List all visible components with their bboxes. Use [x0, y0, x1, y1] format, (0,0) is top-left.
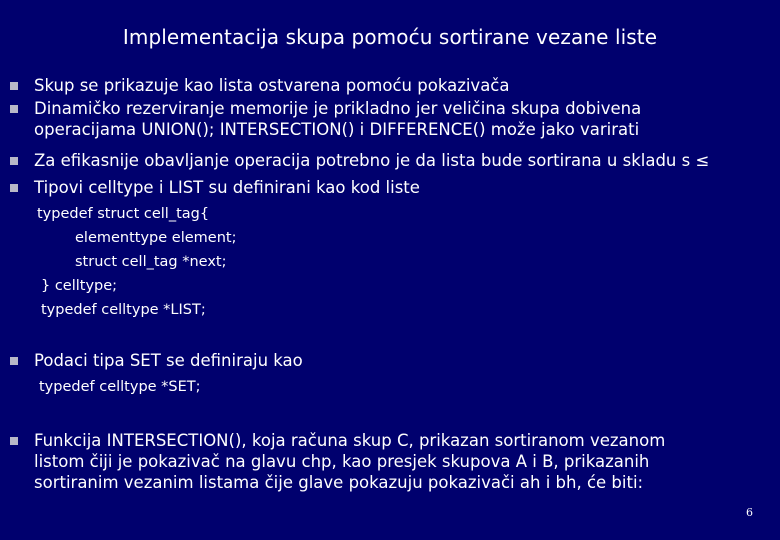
bullet-skup-prikaz — [10, 75, 510, 96]
bullet-text: Skup se prikazuje kao lista ostvarena pomoću pokazivača — [34, 76, 510, 95]
code-line: } celltype; — [41, 278, 118, 294]
bullet-square-icon — [10, 105, 18, 113]
bullet-set-definicija — [10, 350, 303, 371]
bullet-dinamicko-rezerviranje — [10, 98, 641, 140]
bullet-text-line-2: operacijama UNION(); INTERSECTION() i DIFFERENCE() može jako varirati — [34, 120, 640, 139]
bullet-efikasnije — [10, 150, 709, 171]
bullet-text-line-1: Funkcija INTERSECTION(), koja računa skup C, prikazan sortiranom vezanom — [34, 431, 666, 450]
bullet-square-icon — [10, 357, 18, 365]
code-line: typedef celltype *LIST; — [41, 302, 206, 318]
bullet-text-line-3: sortiranim vezanim listama čije glave pokazuju pokazivači ah i bh, će biti: — [34, 473, 644, 492]
bullet-tipovi — [10, 177, 420, 198]
slide-title: Implementacija skupa pomoću sortirane vezane liste — [122, 25, 658, 49]
bullet-text-line-2: listom čiji je pokazivač na glavu chp, kao presjek skupova A i B, prikazanih — [34, 452, 650, 471]
code-line: struct cell_tag *next; — [75, 254, 227, 270]
code-line: typedef struct cell_tag{ — [37, 206, 210, 222]
bullet-intersection — [10, 430, 665, 493]
bullet-square-icon — [10, 184, 18, 192]
bullet-text-line-1: Dinamičko rezerviranje memorije je prikladno jer veličina skupa dobivena — [34, 99, 642, 118]
code-line: elementtype element; — [75, 230, 237, 246]
bullet-text: Za efikasnije obavljanje operacija potrebno je da lista bude sortirana u skladu s ≤ — [34, 151, 710, 170]
code-line-set-typedef: typedef celltype *SET; — [39, 379, 201, 395]
page-number: 6 — [746, 506, 753, 519]
bullet-text: Podaci tipa SET se definiraju kao — [34, 351, 303, 370]
bullet-square-icon — [10, 437, 18, 445]
bullet-text: Tipovi celltype i LIST su definirani kao kod liste — [34, 178, 420, 197]
bullet-square-icon — [10, 82, 18, 90]
bullet-square-icon — [10, 157, 18, 165]
